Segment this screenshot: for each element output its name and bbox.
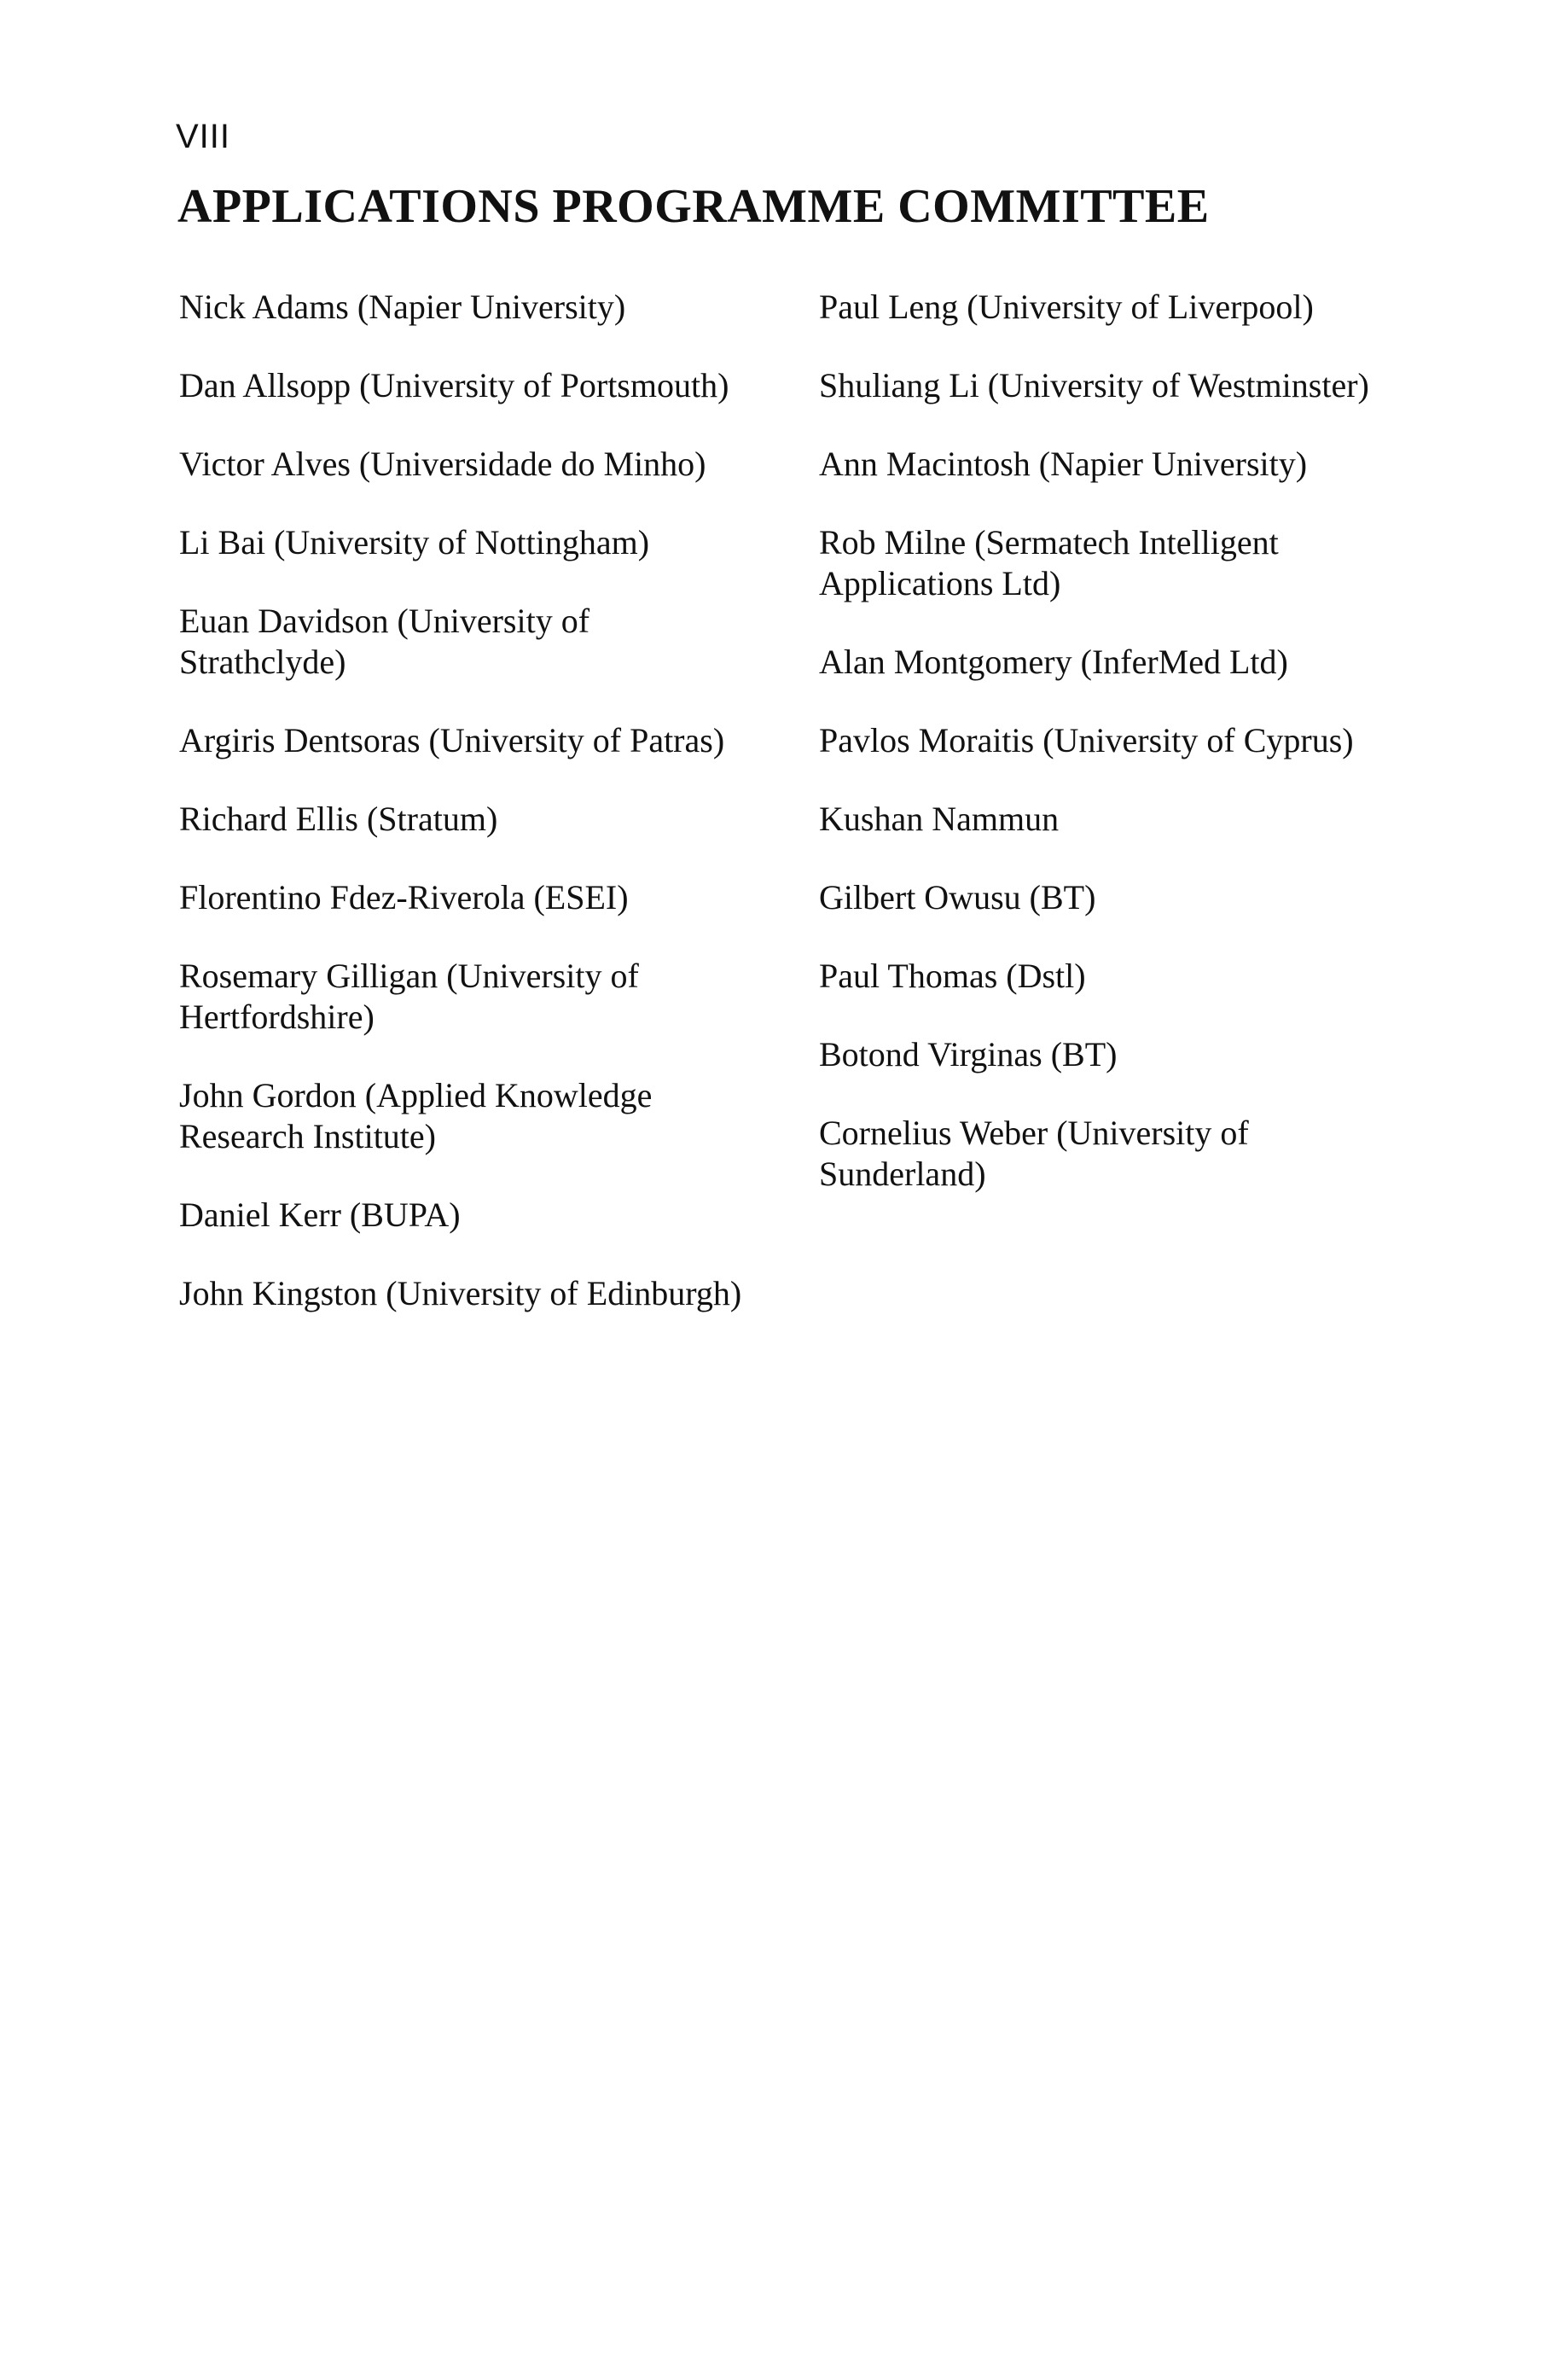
committee-member: Li Bai (University of Nottingham) (179, 523, 650, 561)
committee-member: Florentino Fdez-Riverola (ESEI) (179, 878, 629, 916)
committee-member: Dan Allsopp (University of Portsmouth) (179, 366, 729, 404)
committee-member: Rosemary Gilligan (University of Hertfordshire) (179, 957, 639, 1036)
committee-member: Rob Milne (Sermatech Intelligent Applications Ltd) (819, 523, 1279, 602)
committee-member: Paul Leng (University of Liverpool) (819, 288, 1314, 326)
page-heading: APPLICATIONS PROGRAMME COMMITTEE (177, 180, 1210, 233)
committee-member: Gilbert Owusu (BT) (819, 878, 1096, 916)
committee-member: Kushan Nammun (819, 800, 1060, 838)
committee-member: Victor Alves (Universidade do Minho) (179, 445, 706, 483)
committee-list-left (179, 287, 828, 1352)
committee-member: Nick Adams (Napier University) (179, 288, 626, 326)
committee-member: Cornelius Weber (University of Sunderland) (819, 1114, 1249, 1193)
committee-member: Daniel Kerr (BUPA) (179, 1196, 461, 1234)
committee-member: Euan Davidson (University of Strathclyde) (179, 602, 590, 681)
committee-member: Paul Thomas (Dstl) (819, 957, 1086, 995)
committee-member: Shuliang Li (University of Westminster) (819, 366, 1369, 404)
committee-member: Pavlos Moraitis (University of Cyprus) (819, 721, 1354, 759)
committee-member: John Gordon (Applied Knowledge Research Institute) (179, 1076, 653, 1155)
committee-member: Alan Montgomery (InferMed Ltd) (819, 643, 1288, 681)
committee-member: Botond Virginas (BT) (819, 1035, 1118, 1073)
committee-member: Argiris Dentsoras (University of Patras) (179, 721, 725, 759)
committee-member: Richard Ellis (Stratum) (179, 800, 498, 838)
committee-member: John Kingston (University of Edinburgh) (179, 1274, 742, 1312)
committee-member: Ann Macintosh (Napier University) (819, 445, 1308, 483)
committee-list-right (819, 287, 1467, 1232)
page-number: VIII (176, 118, 231, 155)
